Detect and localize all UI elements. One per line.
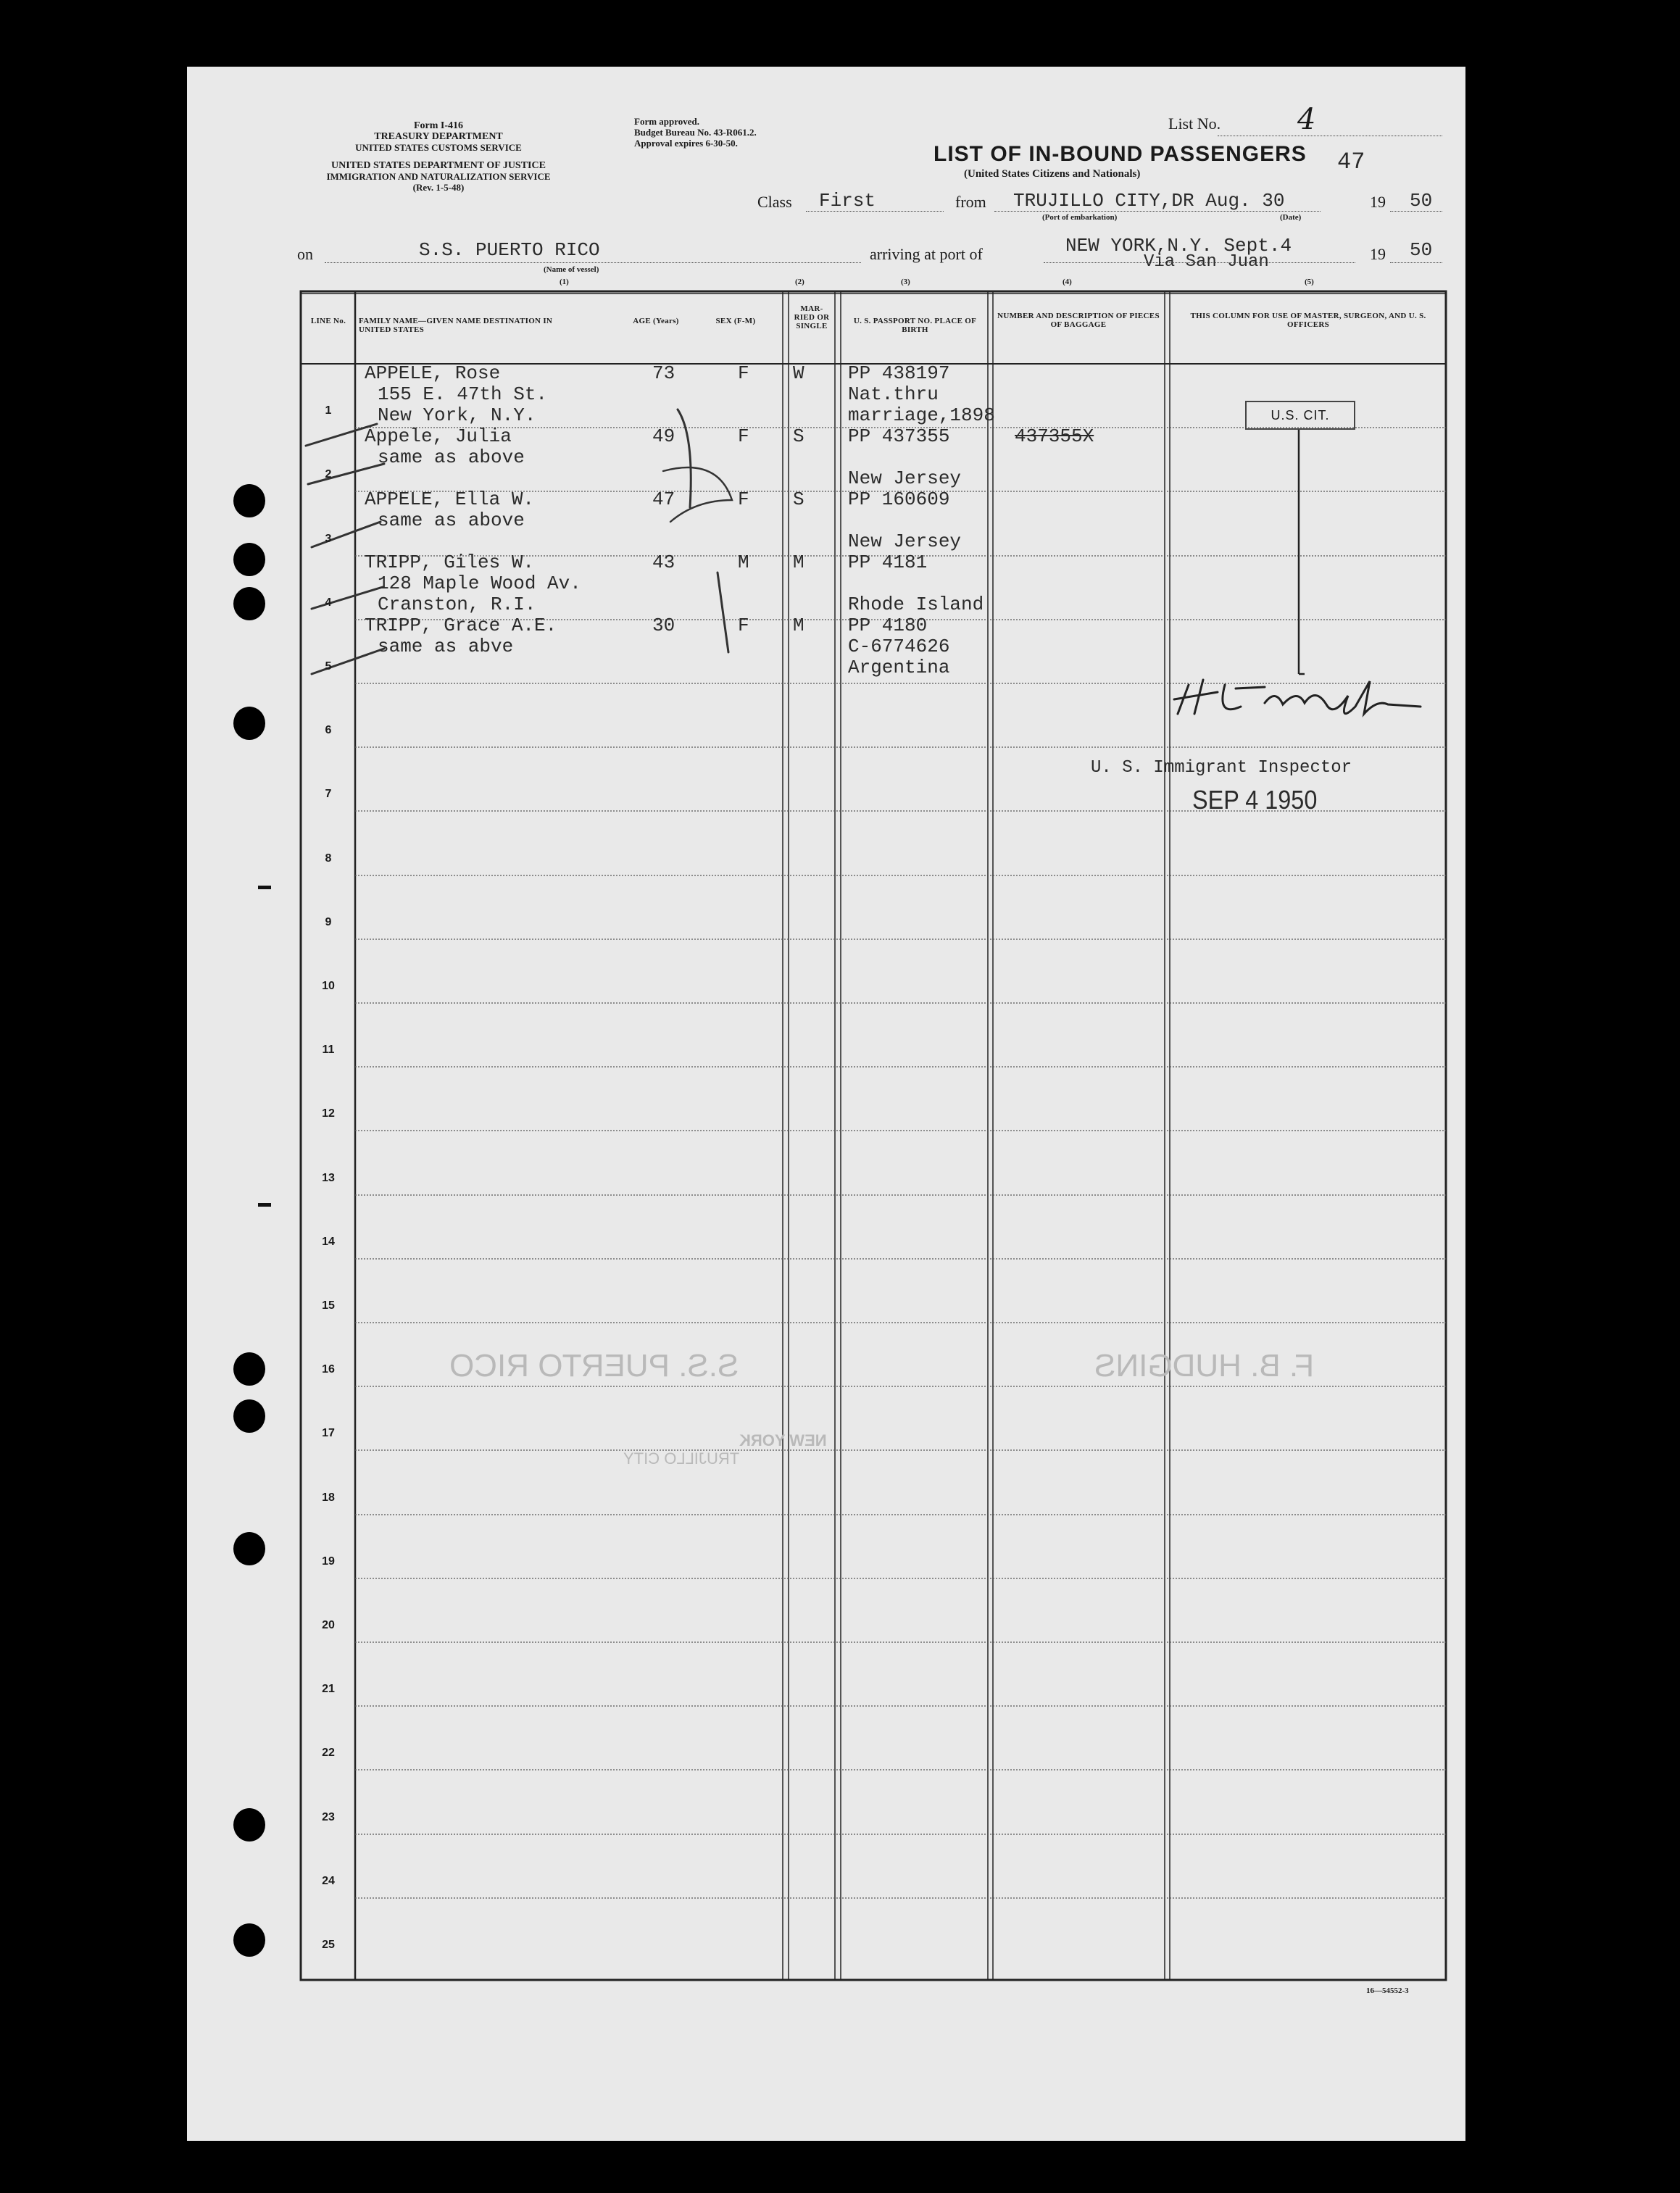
- line-number: 6: [325, 724, 332, 736]
- line-number: 21: [322, 1683, 335, 1695]
- birth-place: New Jersey: [848, 467, 962, 489]
- birth-place: Argentina: [848, 657, 950, 678]
- passenger-marital: S: [793, 488, 804, 510]
- col-header-sex: SEX (F-M): [715, 317, 756, 325]
- year-suffix: 50: [1410, 239, 1433, 261]
- baggage-entry: 437355X: [1015, 425, 1094, 447]
- via-value: Via San Juan: [1144, 252, 1269, 272]
- form-code: 16—54552-3: [1366, 1986, 1409, 1995]
- inspector-signature: [1174, 680, 1421, 714]
- birth-place: marriage,1898: [848, 404, 995, 426]
- line-number: 5: [325, 660, 332, 673]
- passport-no: PP 4180: [848, 615, 928, 636]
- passenger-address: 128 Maple Wood Av.: [378, 573, 581, 594]
- date-stamp: SEP 4 1950: [1192, 785, 1318, 815]
- inspector-title: U. S. Immigrant Inspector: [1091, 758, 1352, 778]
- port-embarkation-caption: (Port of embarkation): [1042, 213, 1118, 222]
- line-number: 8: [325, 852, 332, 865]
- passenger-sex: F: [738, 425, 749, 447]
- passenger-sex: M: [738, 552, 749, 573]
- col-header-name: FAMILY NAME—GIVEN NAME DESTINATION IN UNITED STATES: [359, 317, 553, 334]
- vessel-caption: (Name of vessel): [544, 265, 599, 274]
- arriving-label: arriving at port of: [870, 245, 983, 263]
- birth-place: New Jersey: [848, 530, 962, 552]
- passenger-sex: F: [738, 362, 749, 384]
- line-number: 19: [322, 1555, 335, 1568]
- line-number: 22: [322, 1747, 335, 1759]
- approval-line: Approval expires 6-30-50.: [634, 138, 738, 149]
- birth-place: Nat.thru: [848, 383, 939, 405]
- page-number: 47: [1337, 149, 1365, 175]
- passenger-address: same as abve: [378, 636, 514, 657]
- bleed-through-port: TRUJILLO CITY: [623, 1449, 740, 1468]
- passenger-sex: F: [738, 488, 749, 510]
- passport-no: PP 4181: [848, 552, 928, 573]
- arrival-value: NEW YORK,N.Y. Sept.4: [1065, 235, 1292, 257]
- passenger-age: 49: [652, 425, 675, 447]
- dept-line: IMMIGRATION AND NATURALIZATION SERVICE: [326, 171, 551, 182]
- passenger-age: 30: [652, 615, 675, 636]
- year-prefix: 19: [1370, 245, 1386, 263]
- passenger-name: APPELE, Rose: [365, 362, 501, 384]
- line-number: 20: [322, 1619, 335, 1631]
- form-number: Form I-416: [413, 120, 464, 131]
- col-number: (4): [1063, 278, 1072, 286]
- line-number: 24: [322, 1875, 335, 1887]
- passenger-marital: S: [793, 425, 804, 447]
- passenger-address: 155 E. 47th St.: [378, 383, 548, 405]
- passenger-name: TRIPP, Grace A.E.: [365, 615, 557, 636]
- passenger-marital: M: [793, 552, 804, 573]
- line-number: 17: [322, 1427, 335, 1439]
- approval-line: Form approved.: [634, 116, 700, 127]
- passenger-address: same as above: [378, 446, 525, 468]
- passenger-age: 47: [652, 488, 675, 510]
- line-number: 25: [322, 1939, 335, 1951]
- birth-place: Rhode Island: [848, 594, 984, 615]
- passenger-age: 73: [652, 362, 675, 384]
- passenger-name: Appele, Julia: [365, 425, 512, 447]
- passport-no: PP 438197: [848, 362, 950, 384]
- line-number: 23: [322, 1811, 335, 1823]
- col-header-age: AGE (Years): [633, 317, 679, 325]
- dept-line: UNITED STATES DEPARTMENT OF JUSTICE: [331, 160, 546, 171]
- passenger-age: 43: [652, 552, 675, 573]
- col-number: (3): [901, 278, 910, 286]
- form-title: LIST OF IN-BOUND PASSENGERS: [933, 142, 1307, 166]
- dept-line: UNITED STATES CUSTOMS SERVICE: [355, 142, 522, 153]
- col-header-baggage: NUMBER AND DESCRIPTION OF PIECES OF BAGGAGE: [997, 312, 1160, 329]
- passenger-name: TRIPP, Giles W.: [365, 552, 535, 573]
- passport-no: PP 160609: [848, 488, 950, 510]
- form-subtitle: (United States Citizens and Nationals): [964, 168, 1141, 180]
- passenger-address: Cranston, R.I.: [378, 594, 536, 615]
- line-number: 7: [325, 788, 332, 800]
- line-number: 9: [325, 916, 332, 928]
- passenger-marital: M: [793, 615, 804, 636]
- dept-line: TREASURY DEPARTMENT: [374, 131, 503, 142]
- from-label: from: [955, 193, 986, 211]
- vessel-value: S.S. PUERTO RICO: [419, 239, 600, 261]
- year-prefix: 19: [1370, 193, 1386, 211]
- col-header-passport: U. S. PASSPORT NO. PLACE OF BIRTH: [853, 317, 977, 334]
- us-citizen-stamp: U.S. CIT.: [1245, 401, 1355, 430]
- passport-no: PP 437355: [848, 425, 950, 447]
- line-number: 3: [325, 533, 332, 545]
- line-number: 12: [322, 1107, 335, 1120]
- col-number: (5): [1305, 278, 1314, 286]
- dept-line: (Rev. 1-5-48): [412, 182, 465, 193]
- passenger-sex: F: [738, 615, 749, 636]
- line-number: 18: [322, 1491, 335, 1504]
- line-number: 11: [322, 1044, 335, 1056]
- line-number: 10: [322, 980, 335, 992]
- col-header-officers: THIS COLUMN FOR USE OF MASTER, SURGEON, AND U. S. OFFICERS: [1190, 312, 1426, 329]
- col-header-marital: MAR- RIED OR SINGLE: [794, 304, 830, 330]
- class-value: First: [819, 190, 876, 212]
- passenger-address: New York, N.Y.: [378, 404, 536, 426]
- passport-extra: C-6774626: [848, 636, 950, 657]
- line-number: 13: [322, 1172, 335, 1184]
- bleed-through-vessel: S.S. PUERTO RICO: [449, 1348, 739, 1383]
- passenger-address: same as above: [378, 509, 525, 531]
- line-number: 16: [322, 1363, 335, 1376]
- col-number: (2): [795, 278, 804, 286]
- vessel-caption-num: (1): [560, 278, 569, 286]
- on-label: on: [297, 245, 313, 263]
- line-number: 2: [325, 468, 332, 480]
- line-number: 14: [322, 1236, 335, 1248]
- approval-line: Budget Bureau No. 43-R061.2.: [634, 127, 757, 138]
- year-suffix: 50: [1410, 190, 1433, 212]
- line-number: 4: [325, 596, 332, 609]
- from-value: TRUJILLO CITY,DR Aug. 30: [1013, 190, 1285, 212]
- list-no-label: List No.: [1168, 115, 1221, 133]
- line-number: 15: [322, 1299, 335, 1312]
- line-number: 1: [325, 404, 332, 417]
- bleed-through-port: NEW YORK: [739, 1431, 827, 1449]
- col-header-line: LINE No.: [310, 317, 346, 325]
- date-caption: (Date): [1280, 213, 1302, 222]
- passenger-name: APPELE, Ella W.: [365, 488, 535, 510]
- class-label: Class: [757, 193, 792, 211]
- bleed-through-name: F. B. HUDGINS: [1094, 1348, 1315, 1383]
- list-no-value: 4: [1297, 103, 1316, 136]
- passenger-marital: W: [793, 362, 804, 384]
